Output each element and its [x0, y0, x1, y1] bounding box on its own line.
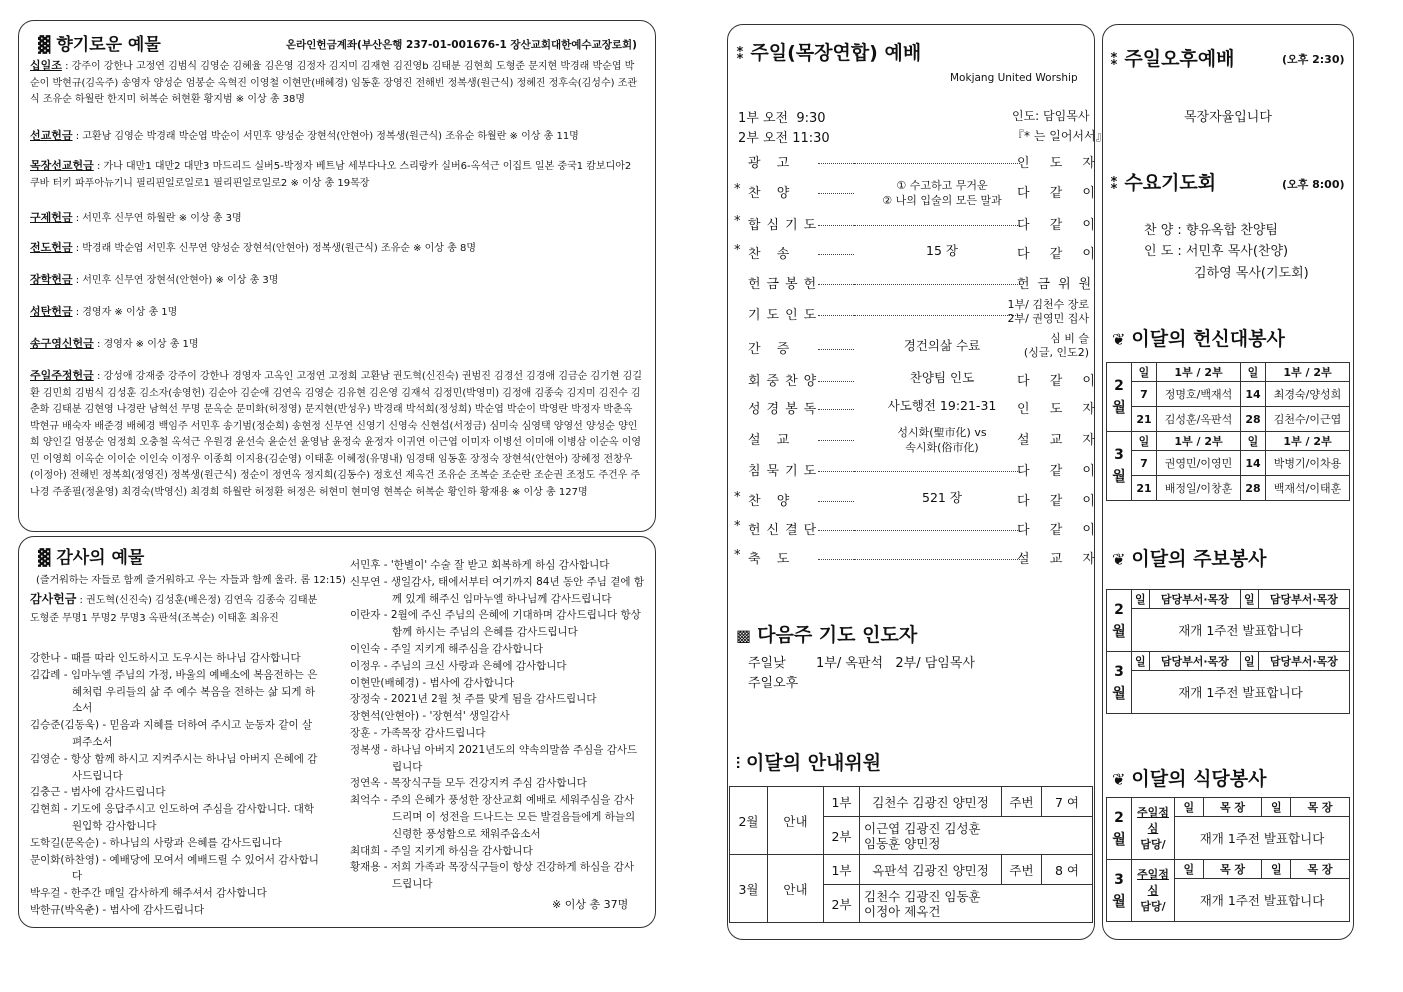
table-cell: 재개 1주전 발표합니다: [1175, 879, 1350, 922]
month-cell: 3 월: [1107, 860, 1132, 922]
side-label: 주일점심 담당/: [1132, 860, 1175, 922]
offering-label: 십일조: [30, 59, 62, 72]
stand-mark: *: [734, 548, 741, 563]
offering-row: 장학헌금 : 서민후 신무연 장현석(안현아) ※ 이상 총 3명: [30, 273, 279, 286]
afternoon-time: (오후 2:30): [1282, 53, 1345, 66]
section-icon: ⁑: [736, 44, 745, 63]
month-cell: 2 월: [1107, 590, 1132, 652]
leader-dots: [818, 284, 854, 285]
worship-order-row: [734, 548, 1103, 570]
table-cell: 김성훈/옥판석: [1157, 407, 1241, 432]
header-cell: 일: [1241, 432, 1266, 451]
table-cell: 권영민/이영민: [1157, 451, 1241, 476]
bulletin-title: ❦ 이달의 주보봉사: [1112, 548, 1267, 570]
table-row: [1107, 451, 1350, 476]
order-label: 설 교: [748, 433, 796, 448]
order-person: 다 같 이: [1017, 523, 1103, 538]
order-label: 간 증: [748, 342, 796, 357]
order-label: 합심기도: [748, 218, 823, 233]
order-content: ① 수고하고 무거운 ② 나의 입술의 모든 말과: [882, 179, 1002, 207]
worship-order-row: [734, 519, 1103, 541]
section-icon: ⫶: [736, 754, 741, 773]
usher-row: 3월 안내 1부 옥판석 김광진 양민정 주번 8 여: [730, 855, 1093, 885]
thanks-total: ※ 이상 총 37명: [552, 898, 629, 911]
next-prayer-label-2: 주일오후: [748, 676, 799, 691]
order-person: 다 같 이: [1017, 374, 1103, 389]
thanks-entry: 김영순 - 항상 함께 하시고 지켜주시는 하나님 아버지 은혜에 감사드립니다: [30, 752, 318, 782]
next-prayer-label-1: 주일낮: [748, 656, 786, 671]
header-cell: 일: [1262, 860, 1291, 879]
worship-order-row: [734, 370, 1103, 392]
bar-icon: ▓: [38, 35, 51, 54]
header-cell: 담당부서·목장: [1258, 590, 1349, 609]
order-label: 회중찬양: [748, 374, 823, 389]
section-icon: ⁑: [1110, 50, 1119, 69]
stand-mark: *: [734, 519, 741, 534]
order-label: 침묵기도: [748, 464, 823, 479]
thanks-entry: 이현만(배혜경) - 범사에 감사합니다: [350, 676, 514, 689]
offering-label: 구제헌금: [30, 211, 73, 224]
header-cell: 일: [1240, 652, 1258, 671]
table-cell: 21: [1132, 476, 1157, 501]
side-label: 주일점심 담당/: [1132, 798, 1175, 860]
thanks-entry: 이인숙 - 주일 지키게 해주심을 감사합니다: [350, 642, 543, 655]
leaf-icon: ❦: [1112, 550, 1126, 569]
thanks-special: 감사헌금 : 권도혁(신진숙) 김성훈(배은정) 김연옥 김종숙 김태분 도형준 무명1 무명2 무명3 옥판석(조복순) 이태훈 최유진: [30, 592, 318, 624]
table-row: [1107, 476, 1350, 501]
offering-row: 전도헌금 : 박경래 박순엽 서민후 신무연 양성순 장현석(안현아) 정복생(원근식) 조유순 ※ 이상 총 8명: [30, 241, 477, 254]
offering-names: 경영자 ※ 이상 총 1명: [103, 339, 199, 350]
thanks-entry: 김갑례 - 임마누엘 주님의 가정, 바울의 예배소에 복음전하는 은혜처럼 우리들의 삶 주 예수 복음을 전하는 삶 되게 하소서: [30, 668, 318, 715]
leader-dots: [818, 254, 854, 255]
worship-order-row: [734, 273, 1100, 295]
leader-dots: [854, 284, 1020, 285]
table-header-row: [1107, 590, 1350, 609]
header-cell: 일: [1241, 363, 1266, 382]
order-person: 다 같 이: [1017, 186, 1103, 201]
header-cell: 일: [1132, 432, 1157, 451]
order-label: 찬 양: [748, 186, 796, 201]
table-row: [1107, 382, 1350, 407]
leader-dots: [854, 225, 1020, 226]
header-cell: 목 장: [1203, 798, 1262, 817]
thanks-entry: 김현희 - 기도에 응답주시고 인도하여 주심을 감사합니다. 대학원입학 감사합니다: [30, 803, 315, 832]
offering-names: 서민후 신무연 하월란 ※ 이상 총 3명: [82, 213, 242, 224]
header-cell: 일: [1240, 590, 1258, 609]
order-person: 헌금위원: [1017, 277, 1100, 292]
next-prayer-value-1: 1부/ 옥판석 2부/ 담임목사: [816, 656, 975, 671]
offering-label: 주일주정헌금: [30, 369, 94, 382]
offering-row: 성탄헌금 : 경영자 ※ 이상 총 1명: [30, 305, 178, 318]
header-cell: 담당부서·목장: [1149, 652, 1240, 671]
order-person: 다 같 이: [1017, 247, 1103, 262]
header-cell: 담당부서·목장: [1258, 652, 1349, 671]
stand-mark: *: [734, 182, 741, 197]
table-cell: 정명호/백재석: [1157, 382, 1241, 407]
order-person: 인 도 자: [1017, 156, 1103, 171]
month-cell: 2 월: [1107, 363, 1132, 432]
table-row: [1107, 671, 1350, 714]
offering-title: ▓ 향기로운 예물: [38, 35, 161, 55]
order-person: 다 같 이: [1017, 218, 1103, 233]
table-cell: 재개 1주전 발표합니다: [1132, 609, 1350, 652]
header-cell: 목 장: [1291, 860, 1350, 879]
table-cell: 14: [1241, 451, 1266, 476]
worship-order-row: [734, 214, 1103, 236]
order-content: 경건의삶 수료: [903, 338, 981, 353]
order-person: 설 교 자: [1017, 552, 1103, 567]
wednesday-line-3: 김하영 목사(기도회): [1194, 266, 1309, 281]
worship-order-row: [734, 332, 1089, 360]
ushers-title: ⫶ 이달의 안내위원: [736, 752, 882, 774]
thanks-title: ▓ 감사의 예물: [38, 548, 145, 568]
wednesday-time: (오후 8:00): [1282, 178, 1345, 191]
thanks-entry: 장훈 - 가족목장 감사드립니다: [350, 726, 486, 739]
leader-dots: [818, 471, 854, 472]
order-label: 축 도: [748, 552, 796, 567]
offering-label: 목장선교헌금: [30, 159, 94, 172]
header-cell: 일: [1132, 590, 1150, 609]
offering-row: 구제헌금 : 서민후 신무연 하월란 ※ 이상 총 3명: [30, 211, 242, 224]
thanks-entry: 서민후 - '한별이' 수술 잘 받고 회복하게 하심 감사합니다: [350, 559, 610, 571]
thanks-entry: 장정숙 - 2021년 2월 첫 주를 맞게 됨을 감사드립니다: [350, 693, 597, 706]
thanks-entry: 김승준(김동욱) - 믿음과 지혜를 더하여 주시고 눈동자 같이 살펴주소서: [30, 719, 313, 748]
month-cell: 3 월: [1107, 652, 1132, 714]
table-cell: 배정일/이창훈: [1157, 476, 1241, 501]
month-cell: 3 월: [1107, 432, 1132, 501]
offering-names: 박경래 박순엽 서민후 신무연 양성순 장현석(안현아) 정복생(원근식) 조유순 ※ 이상 총 8명: [82, 243, 477, 254]
worship-order-row: [734, 298, 1089, 326]
header-cell: 일: [1175, 860, 1204, 879]
worship-stand-note: 『* 는 일어서서』: [1012, 129, 1108, 143]
usher-row: 2부 김천수 김광진 임동훈 이정아 제옥건: [730, 885, 1093, 923]
wednesday-title: ⁑ 수요기도회: [1110, 172, 1217, 194]
order-content: 찬양팀 인도: [909, 370, 975, 385]
kitchen-table: [1106, 797, 1350, 922]
leader-dots: [818, 559, 854, 560]
order-label: 헌금봉헌: [748, 277, 823, 292]
leader-dots: [818, 225, 854, 226]
worship-order-row: [734, 426, 1103, 454]
offering-names: 서민후 신무연 장현석(안현아) ※ 이상 총 3명: [82, 275, 279, 286]
leader-dots: [818, 163, 854, 164]
stand-mark: *: [734, 490, 741, 505]
worship-subtitle: Mokjang United Worship: [950, 72, 1078, 84]
section-icon: ⁑: [1110, 174, 1119, 193]
offering-label: 선교헌금: [30, 129, 73, 142]
order-content: 15 장: [926, 243, 958, 258]
offering-names: 고환남 김영순 박경래 박순엽 박순이 서민후 양성순 장현석(안현아) 정복생(원근식) 조유순 하월란 ※ 이상 총 11명: [82, 131, 579, 142]
header-cell: 목 장: [1203, 860, 1262, 879]
leader-dots: [818, 409, 854, 410]
afternoon-title: ⁑ 주일오후예배: [1110, 48, 1235, 70]
order-content: 521 장: [922, 490, 962, 505]
thanks-entry: 장현석(안현아) - '장현석' 생일감사: [350, 710, 510, 723]
month-cell: 2 월: [1107, 798, 1132, 860]
offering-row: 십일조 : 강주이 강한나 고정연 김범식 김영순 김혜율 김은영 김정자 김지미 김재현 김진영b 김태분 김현희 도형준 문지현 박경래 박순엽 박순이 박현규(김옥주) 송영자 양성순 엄봉순 옥혁진 이영철 이현만(배혜경) 임동훈 장영진 전해빈 정복생(원근식) 정혜진 정후숙(김성수) 조관식 조유순 하월란 한지미 허복순 허현환 황지범 ※ 이상 총 38명: [30, 59, 638, 105]
thanks-entry: 최대희 - 주일 지키게 하심을 감사합니다: [350, 844, 533, 857]
thanks-entry: 이란자 - 2월에 주신 주님의 은혜에 기대하며 감사드립니다 항상 함께 하시는 주님의 은혜를 감사드립니다: [350, 609, 641, 639]
wednesday-line-2: 인 도 : 서민후 목사(찬양): [1144, 244, 1289, 259]
header-cell: 목 장: [1291, 798, 1350, 817]
table-cell: 최경숙/양성희: [1266, 382, 1350, 407]
header-cell: 1부 / 2부: [1266, 432, 1350, 451]
section-icon: ▩: [736, 626, 752, 645]
worship-order-row: [734, 398, 1103, 420]
header-cell: 1부 / 2부: [1157, 363, 1241, 382]
table-cell: 28: [1241, 407, 1266, 432]
leader-dots: [818, 349, 854, 350]
table-cell: 14: [1241, 382, 1266, 407]
table-row: [1107, 407, 1350, 432]
header-cell: 1부 / 2부: [1266, 363, 1350, 382]
order-person: 인 도 자: [1017, 402, 1103, 417]
stand-mark: *: [734, 243, 741, 258]
usher-row: 2부 이근엽 김광진 김성훈 임동훈 양민정: [730, 817, 1093, 855]
leader-dots: [818, 501, 854, 502]
leader-dots: [818, 315, 854, 316]
offering-names: 가나 대만1 대만2 대만3 마드리드 실버5-박정자 베트남 세부다나오 스리랑카 실버6-옥석근 이집트 일본 중국1 캄보디아2 쿠바 터키 파푸아뉴기니 필리핀일로일로1 필리핀일로일로2 ※ 이상 총 19목장: [30, 161, 632, 189]
order-label: 성경봉독: [748, 402, 823, 417]
table-cell: 7: [1132, 382, 1157, 407]
order-label: 찬 송: [748, 247, 796, 262]
leader-dots: [854, 530, 1020, 531]
header-cell: 담당부서·목장: [1149, 590, 1240, 609]
table-header-row: [1107, 798, 1350, 817]
table-header-row: [1107, 652, 1350, 671]
bulletin-table: [1106, 589, 1350, 714]
devotion-title: ❦ 이달의 헌신대봉사: [1112, 328, 1285, 350]
leader-dots: [818, 530, 854, 531]
order-label: 헌신결단: [748, 523, 823, 538]
bar-icon: ▓: [38, 548, 51, 567]
worship-order-row: [734, 490, 1103, 512]
wednesday-line-1: 찬 양 : 향유옥합 찬양팀: [1144, 223, 1278, 238]
thanks-entry: 정연옥 - 목장식구들 모두 건강지켜 주심 감사합니다: [350, 777, 587, 790]
kitchen-title: ❦ 이달의 식당봉사: [1112, 768, 1267, 790]
ushers-table: [729, 786, 1093, 923]
order-label: 광 고: [748, 156, 796, 171]
next-prayer-title: ▩ 다음주 기도 인도자: [736, 624, 918, 646]
leader-dots: [854, 163, 1020, 164]
offering-label: 송구영신헌금: [30, 337, 94, 350]
order-label: 찬 양: [748, 494, 796, 509]
offering-label: 장학헌금: [30, 273, 73, 286]
thanks-list-left: [30, 650, 322, 919]
table-cell: 백재석/이태훈: [1266, 476, 1350, 501]
usher-row: 2월 안내 1부 김천수 김광진 양민정 주번 7 여: [730, 787, 1093, 817]
leaf-icon: ❦: [1112, 770, 1126, 789]
thanks-entry: 강한나 - 때를 따라 인도하시고 도우시는 하나님 감사합니다: [30, 652, 301, 664]
table-cell: 김천수/이근엽: [1266, 407, 1350, 432]
header-cell: 1부 / 2부: [1157, 432, 1241, 451]
offering-row: 송구영신헌금 : 경영자 ※ 이상 총 1명: [30, 337, 199, 350]
worship-time-2: 2부 오전 11:30: [738, 131, 830, 146]
table-header-row: [1107, 432, 1350, 451]
worship-order-row: [734, 243, 1103, 265]
thanks-entry: 김충근 - 범사에 감사드립니다: [30, 786, 166, 799]
order-person: 다 같 이: [1017, 494, 1103, 509]
offering-row: 선교헌금 : 고환남 김영순 박경래 박순엽 박순이 서민후 양성순 장현석(안현아) 정복생(원근식) 조유순 하월란 ※ 이상 총 11명: [30, 129, 579, 142]
thanks-entry: 문이화(하찬영) - 예배당에 모여서 예배드릴 수 있어서 감사합니다: [30, 853, 319, 883]
order-person: 다 같 이: [1017, 464, 1103, 479]
thanks-entry: 황재용 - 저희 가족과 목장식구들이 항상 건강하게 하심을 감사드립니다: [350, 861, 635, 891]
table-cell: 재개 1주전 발표합니다: [1132, 671, 1350, 714]
table-row: [1107, 609, 1350, 652]
order-label: 기도인도: [748, 308, 823, 323]
thanks-entry: 신무연 - 생일감사, 태에서부터 여기까지 84년 동안 주님 곁에 함께 있게 해주신 임마누엘 하나님께 감사드립니다: [350, 575, 644, 605]
table-cell: 28: [1241, 476, 1266, 501]
thanks-entry: 박우걸 - 한주간 매일 감사하게 해주셔서 감사합니다: [30, 887, 267, 900]
leader-dots: [818, 440, 854, 441]
stand-mark: *: [734, 214, 741, 229]
table-cell: 재개 1주전 발표합니다: [1175, 817, 1350, 860]
leader-dots: [854, 559, 1020, 560]
worship-order-row: [734, 179, 1103, 207]
worship-time-1: 1부 오전 9:30: [738, 111, 826, 126]
header-cell: 일: [1262, 798, 1291, 817]
leader-dots: [818, 381, 854, 382]
worship-order-row: [734, 152, 1103, 174]
offering-names: 경영자 ※ 이상 총 1명: [82, 307, 178, 318]
thanks-entry: 이정우 - 주님의 크신 사랑과 은혜에 감사합니다: [350, 659, 567, 672]
thanks-list-right: [350, 557, 644, 893]
order-content: 성시화(聖市化) vs 속시화(俗市化): [897, 426, 987, 454]
offering-row: 목장선교헌금 : 가나 대만1 대만2 대만3 마드리드 실버5-박정자 베트남 세부다나오 스리랑카 실버6-옥석근 이집트 일본 중국1 캄보디아2 쿠바 터키 파푸아뉴기니 필리핀일로일로1 필리핀일로일로2 ※ 이상 총 19목장: [30, 159, 632, 189]
thanks-entry: 도학길(문옥순) - 하나님의 사랑과 은혜를 감사드립니다: [30, 836, 282, 849]
table-header-row: [1107, 363, 1350, 382]
afternoon-text: 목장자율입니다: [1184, 110, 1272, 125]
table-cell: 21: [1132, 407, 1157, 432]
offering-label: 성탄헌금: [30, 305, 73, 318]
header-cell: 일: [1175, 798, 1204, 817]
order-person: 심 비 슬 (싱글, 인도2): [1023, 332, 1089, 359]
devotion-table: [1106, 362, 1350, 501]
leader-dots: [854, 315, 1020, 316]
order-person: 1부/ 김천수 장로 2부/ 권영민 집사: [1007, 298, 1089, 325]
order-content: 사도행전 19:21-31: [887, 398, 997, 413]
thanks-verse: (즐거워하는 자들로 함께 즐거워하고 우는 자들과 함께 울라. 롬 12:15): [36, 575, 346, 586]
offering-row: 주일주정헌금 : 강성애 강재중 강주이 강한나 경영자 고옥인 고정연 고정희 고환남 권도혁(신진숙) 권범진 김경선 김경애 김금순 김기현 김길환 김민희 김범식 김성훈 김소자(송영헌) 김순아 김순애 김연옥 김영순 김유현 김은영 김재석 김정민(박영미) 김정애 김종숙 김지미 김진수 김춘화 김태분 김현영 나경란 남혁선 무명 문옥순 문미화(허정영) 문지현(반성우) 박경래 박석희(정성희) 박순엽 박순이 박영란 박정자 박춘옥 박현규 배숙자 배준경 배혜경 백임주 서민후 송기범(정순희) 송현정 신무연 신영기 신영숙 신현섭(서정금) 심미숙 심영택 양영선 양성순 양인희 양인길 엄봉순 엄정희 오충철 옥석근 우원경 윤선숙 윤순선 윤영남 윤정숙 윤정자 이귀연 이근엽 이미자 이병선 이미애 이병삼 이순옥 이영민 이영희 이옥순 이이순 이인숙 이정우 이종희 이지용(김순영) 이태훈 이혜정(유명내) 임경태 임동훈 장정숙 장현석(안현아) 장혜정 전창우(이정아) 전해빈 정복희(정영진) 정복생(원근식) 정순이 정연옥 정지희(김동수) 정호선 제옥건 조유순 조복순 조순란 조순권 조정도 주건우 주나경 주종필(정윤영) 최경숙(박영신) 최경희 하월란 허정환 허정은 허현미 현미영 현복순 허복순 황인하 황재용 ※ 이상 총 127명: [30, 369, 642, 498]
header-cell: 일: [1132, 652, 1150, 671]
offering-names: 강성애 강재중 강주이 강한나 경영자 고옥인 고정연 고정희 고환남 권도혁(신진숙) 권범진 김경선 김경애 김금순 김기현 김길환 김민희 김범식 김성훈 김소자(송영헌) 김순아 김순애 김연옥 김영순 김유현 김은영 김재석 김정민(박영미) 김정애 김종숙 김지미 김진수 김춘화 김태분 김현영 나경란 남혁선 무명 문옥순 문미화(허정영) 문지현(반성우) 박경래 박석희(정성희) 박순엽 박순이 박영란 박정자 박춘옥 박현규 배숙자 배준경 배혜경 백임주 서민후 송기범(정순희) 송현정 신무연 신영기 신영숙 신현섭(서정금) 심미숙 심영택 양영선 양성순 양인희 양인길 엄봉순 엄정희 오충철 옥석근 우원경 윤선숙 윤순선 윤영남 윤정숙 윤정자 이귀연 이근엽 이미자 이병선 이미애 이병삼 이순옥 이영민 이영희 이옥순 이이순 이인숙 이정우 이종희 이지용(김순영) 이태훈 이혜정(유명내) 임경태 임동훈 장정숙 장현석(안현아) 장혜정 전창우(이정아) 전해빈 정복희(정영진) 정복생(원근식) 정순이 정연옥 정지희(김동수) 정호선 제옥건 조유순 조복순 조순란 조순권 조정도 주건우 주나경 주종필(정윤영) 최경숙(박영신) 최경희 하월란 허정환 허정은 허현미 현미영 현복순 허복순 황인하 황재용 ※ 이상 총 127명: [30, 371, 642, 498]
leader-dots: [818, 193, 854, 194]
table-cell: 박병기/이차용: [1266, 451, 1350, 476]
account-info: 온라인헌금계좌(부산은행 237-01-001676-1 장산교회대한예수교장로회): [286, 39, 637, 51]
leaf-icon: ❦: [1112, 330, 1126, 349]
worship-order-row: [734, 460, 1103, 482]
worship-leader: 인도: 담임목사: [1012, 109, 1090, 123]
offering-label: 전도헌금: [30, 241, 73, 254]
order-person: 설 교 자: [1017, 433, 1103, 448]
header-cell: 일: [1132, 363, 1157, 382]
table-cell: 7: [1132, 451, 1157, 476]
thanks-entry: 정복생 - 하나님 아버지 2021년도의 약속의말씀 주심을 감사드립니다: [350, 743, 638, 773]
table-header-row: [1107, 860, 1350, 879]
offering-names: 강주이 강한나 고정연 김범식 김영순 김혜율 김은영 김정자 김지미 김재현 김진영b 김태분 김현희 도형준 문지현 박경래 박순엽 박순이 박현규(김옥주) 송영자 양성순 엄봉순 옥혁진 이영철 이현만(배혜경) 임동훈 장영진 전해빈 정복생(원근식) 정혜진 정후숙(김성수) 조관식 조유순 하월란 한지미 허복순 허현환 황지범 ※ 이상 총 38명: [30, 61, 638, 105]
thanks-entry: 박한규(박옥춘) - 범사에 감사드립니다: [30, 903, 205, 916]
worship-title: ⁑ 주일(목장연합) 예배: [736, 42, 922, 64]
leader-dots: [854, 471, 1020, 472]
thanks-entry: 최억수 - 주의 은혜가 풍성한 장산교회 예배로 세워주심을 감사드리며 이 성전을 드나드는 모든 발걸음들에게 하늘의 신령한 풍성함으로 채워주옵소서: [350, 794, 636, 840]
